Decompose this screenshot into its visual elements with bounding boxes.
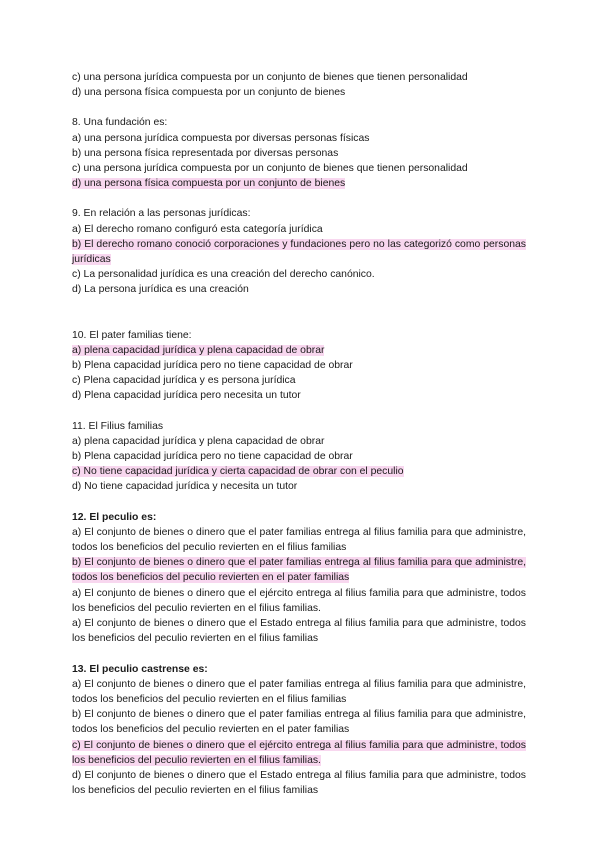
question-text: 12. El peculio es: <box>72 511 157 523</box>
option-c: c) Plena capacidad jurídica y es persona jurídica <box>72 375 296 387</box>
question-9 <box>72 206 526 297</box>
option-c: c) una persona jurídica compuesta por un conjunto de bienes que tienen personalidad <box>72 72 468 83</box>
document-page <box>72 70 526 798</box>
option-b-highlighted: b) El derecho romano conoció corporaciones y fundaciones pero no las categorizó como personas jurídicas <box>72 238 526 266</box>
option-a-highlighted: a) plena capacidad jurídica y plena capacidad de obrar <box>72 344 325 356</box>
option-d: a) El conjunto de bienes o dinero que el Estado entrega al filius familia para que administre, todos los beneficios del peculio revierten en el filius familias <box>72 618 526 645</box>
option-a: a) El conjunto de bienes o dinero que el pater familias entrega al filius familia para que administre, todos los beneficios del peculio revierten en el filius familias <box>72 678 526 705</box>
option-b: b) Plena capacidad jurídica pero no tiene capacidad de obrar <box>72 360 353 372</box>
option-c-highlighted: c) No tiene capacidad jurídica y cierta capacidad de obrar con el peculio <box>72 466 404 478</box>
option-b: b) Plena capacidad jurídica pero no tiene capacidad de obrar <box>72 451 353 463</box>
option-a: a) una persona jurídica compuesta por diversas personas físicas <box>72 132 370 144</box>
option-d-highlighted: d) una persona física compuesta por un conjunto de bienes <box>72 178 346 190</box>
option-b: b) una persona física representada por diversas personas <box>72 147 339 159</box>
question-text: 8. Una fundación es: <box>72 117 168 129</box>
previous-question-tail <box>72 70 526 100</box>
question-8 <box>72 115 526 191</box>
option-d: d) La persona jurídica es una creación <box>72 284 249 296</box>
option-d: d) El conjunto de bienes o dinero que el Estado entrega al filius familia para que administre, todos los beneficios del peculio revierten en el filius familias <box>72 769 526 797</box>
option-a: a) plena capacidad jurídica y plena capacidad de obrar <box>72 435 325 447</box>
option-d: d) Plena capacidad jurídica pero necesita un tutor <box>72 390 301 402</box>
question-10 <box>72 328 526 404</box>
question-12 <box>72 510 526 647</box>
option-b: b) El conjunto de bienes o dinero que el pater familias entrega al filius familia para que administre, todos los beneficios del peculio revierten en el pater familias <box>72 709 526 736</box>
option-d: d) una persona física compuesta por un conjunto de bienes <box>72 87 346 99</box>
option-d: d) No tiene capacidad jurídica y necesita un tutor <box>72 481 298 493</box>
option-c: a) El conjunto de bienes o dinero que el ejército entrega al filius familia para que administre, todos los beneficios del peculio revierten en el filius familias. <box>72 587 526 614</box>
option-c: c) una persona jurídica compuesta por un conjunto de bienes que tienen personalidad <box>72 163 468 175</box>
question-13 <box>72 662 526 799</box>
question-11 <box>72 419 526 495</box>
option-c: c) La personalidad jurídica es una creación del derecho canónico. <box>72 269 375 281</box>
question-text: 10. El pater familias tiene: <box>72 329 192 341</box>
question-text: 9. En relación a las personas jurídicas: <box>72 208 251 220</box>
option-b-highlighted: b) El conjunto de bienes o dinero que el pater familias entrega al filius familia para que administre, todos los beneficios del peculio revierten en el pater familias <box>72 557 526 584</box>
option-a: a) El conjunto de bienes o dinero que el pater familias entrega al filius familia para que administre, todos los beneficios del peculio revierten en el filius familias <box>72 526 526 554</box>
option-a: a) El derecho romano configuró esta categoría jurídica <box>72 223 323 235</box>
question-text: 11. El Filius familias <box>72 420 164 432</box>
question-text: 13. El peculio castrense es: <box>72 663 208 675</box>
option-c-highlighted: c) El conjunto de bienes o dinero que el ejército entrega al filius familia para que administre, todos los beneficios del peculio revierten en el filius familias. <box>72 739 526 766</box>
